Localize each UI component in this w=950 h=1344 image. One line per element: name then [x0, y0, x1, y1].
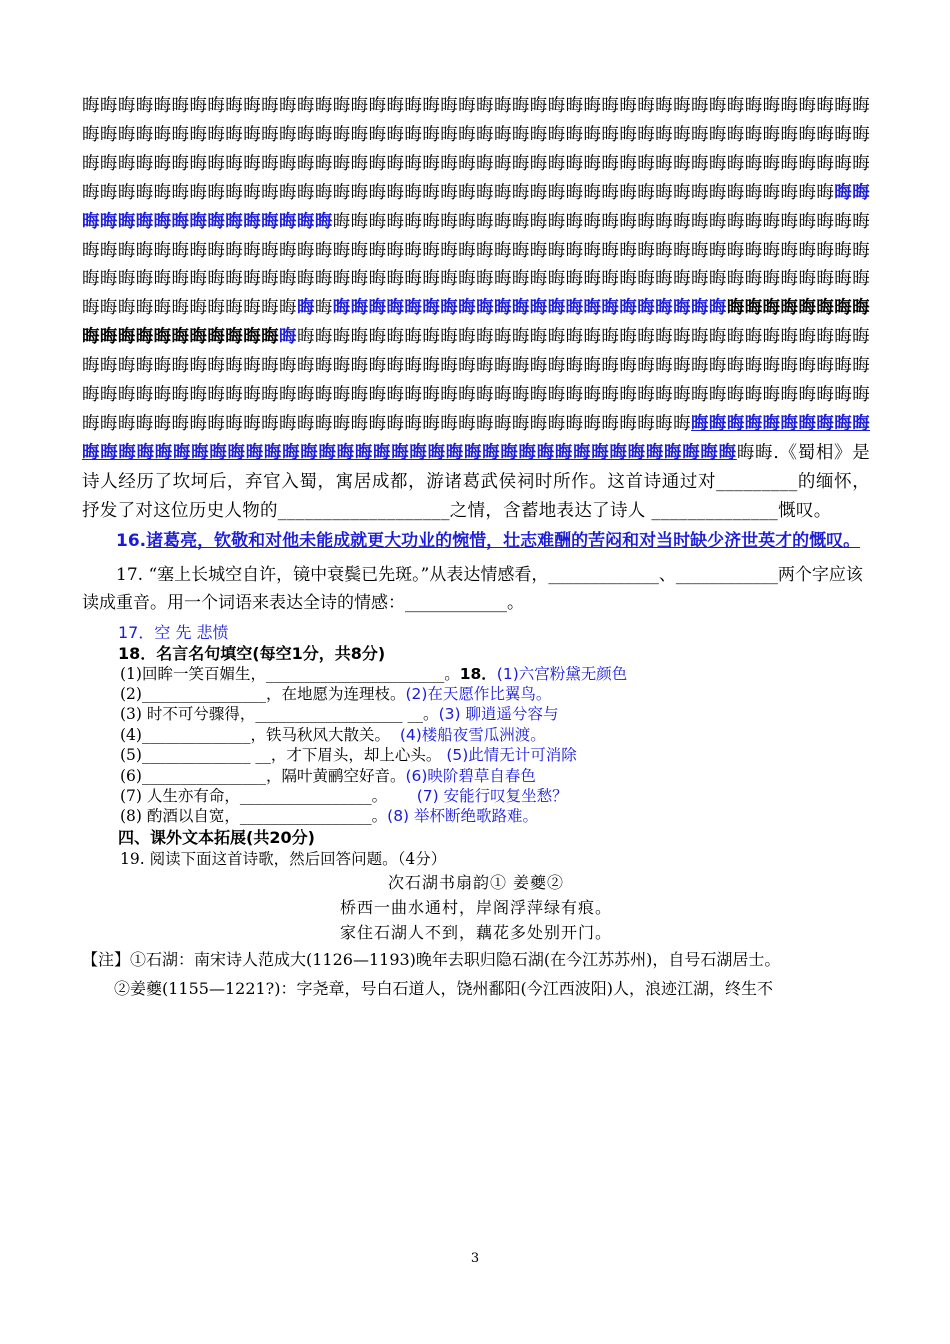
section-18-heading: 18．名言名句填空(每空1分，共8分): [118, 643, 386, 663]
fill-answer: (7) 安能行叹复坐愁？: [387, 787, 568, 806]
filler-text: 晦晦晦晦晦晦晦晦晦晦晦晦晦晦晦晦晦晦晦晦晦晦晦晦晦晦晦晦晦晦晦晦晦晦晦晦晦晦晦晦晦晦晦晦晦晦晦晦晦晦晦晦晦晦晦晦晦晦晦晦晦晦晦晦晦晦晦晦晦晦晦晦晦晦晦晦晦晦晦晦晦晦晦晦晦晦晦晦晦晦晦晦晦晦晦晦晦晦晦晦晦晦晦晦晦晦晦晦晦晦晦晦晦晦晦晦晦晦晦晦晦晦晦晦晦晦晦晦晦晦晦晦晦晦晦晦晦晦晦晦晦晦晦晦晦晦晦晦晦晦晦晦晦晦晦晦晦晦晦晦晦晦晦晦晦晦晦晦晦晦晦晦晦晦: [82, 96, 870, 203]
fill-item-7: [120, 786, 870, 806]
poem-line-2: 家住石湖人不到，藕花多处别开门。: [339, 922, 612, 942]
question-17: 17. “塞上长城空自许，镜中衰鬓已先斑。”从表达情感看，_____________、____________两个字应该读成重音。用一个词语来表达全诗的情感：____________。: [82, 564, 863, 614]
fill-answer: (4)楼船夜雪瓜洲渡。: [389, 725, 546, 744]
filler-paragraph: [82, 92, 870, 526]
fill-in-list: [82, 664, 870, 827]
fill-answer: (6)映阶碧草自春色: [405, 766, 536, 785]
fill-question: (8) 酌酒以自宽，_________________。: [120, 807, 388, 826]
filler-text-highlight: 晦: [279, 327, 297, 348]
answer-17: 17．空 先 悲愤: [118, 622, 229, 642]
fill-question: (4)______________，铁马秋风大散关。: [120, 725, 390, 744]
answer-16: [82, 528, 870, 555]
fill-item-1: [120, 664, 870, 684]
fill-question: (5)______________ __，才下眉头，却上心头。: [120, 746, 442, 765]
fill-question: (3) 时不可兮骤得，___________________ __。: [120, 705, 439, 724]
filler-text-highlight: 晦: [296, 298, 315, 319]
question-19: 19. 阅读下面这首诗歌，然后回答问题。（4分）: [120, 849, 447, 868]
filler-text: 晦: [314, 298, 333, 319]
poem-title: 次石湖书扇韵① 姜夔②: [387, 872, 565, 892]
filler-text: 晦晦晦晦晦晦晦晦晦晦晦晦晦晦晦晦晦晦晦晦晦晦晦晦晦晦晦晦晦晦晦晦晦晦晦晦晦晦晦晦晦晦晦晦晦晦晦晦晦晦晦晦晦晦晦晦晦晦晦晦晦晦晦晦晦晦晦晦晦晦晦晦晦晦晦晦晦晦晦晦晦晦晦晦晦晦晦晦晦晦晦晦晦晦晦晦晦晦晦晦晦晦晦晦晦晦晦晦晦晦晦晦晦晦晦晦晦晦晦晦晦晦晦晦晦晦晦晦晦晦晦晦晦晦晦晦晦晦晦晦晦晦晦晦晦晦晦晦晦晦晦晦晦晦: [82, 327, 870, 434]
answer-16-number: 16.: [116, 530, 147, 551]
poem-note-1: 【注】①石湖：南宋诗人范成大(1126—1193)晚年去职归隐石湖(在今江苏苏州)，自号石湖居士。: [82, 949, 781, 969]
fill-question: (7) 人生亦有命，_________________。: [120, 787, 388, 806]
section-4-heading: 四、课外文本拓展(共20分): [118, 827, 315, 847]
fill-question: (2)________________，在地愿为连理枝。: [120, 685, 406, 703]
fill-answer: (3) 聊逍遥兮容与: [438, 705, 559, 724]
fill-item-8: [120, 806, 870, 826]
fill-item-3: [120, 704, 870, 724]
poem-note-2: ②姜夔(1155—1221?)：字尧章，号白石道人，饶州鄱阳(今江西波阳)人，浪迹江湖，终生不: [114, 978, 773, 998]
poem-line-1: 桥西一曲水通村，岸阁浮萍绿有痕。: [339, 897, 612, 917]
filler-text-bold: 晦晦晦晦晦晦晦晦晦晦晦晦晦晦晦晦晦晦晦: [82, 298, 870, 348]
fill-answer: (1)六宫粉黛无颜色: [496, 664, 628, 683]
filler-text-underlined: 晦晦晦晦晦晦晦晦晦晦晦晦晦晦晦晦晦晦晦晦晦晦晦晦晦晦晦晦晦晦晦晦晦晦晦晦晦晦晦晦晦晦晦晦晦晦: [82, 413, 871, 463]
fill-item-5: [120, 745, 870, 765]
filler-text: 晦晦.: [736, 442, 780, 463]
fill-number: 18．: [459, 664, 497, 683]
filler-text-highlight: 晦晦晦晦晦晦晦晦晦晦晦晦晦晦晦晦晦晦晦晦晦晦: [332, 298, 727, 319]
fill-question: (6)________________，隔叶黄鹂空好音。: [120, 766, 406, 785]
question-15-text: 《蜀相》是诗人经历了坎坷后，弃官入蜀，寓居成都，游诸葛武侯祠时所作。这首诗通过对_________的缅怀，抒发了对这位历史人物的___________________之情，含蓄地表达了诗人 ______________慨叹。: [82, 442, 871, 521]
fill-item-4: [120, 725, 870, 745]
fill-answer: (2)在天愿作比翼鸟。: [405, 685, 552, 703]
filler-text-highlight: 晦晦晦晦晦晦晦晦晦晦晦晦晦晦晦晦: [82, 182, 870, 232]
fill-item-6: [120, 766, 870, 786]
document-page: [82, 92, 870, 1003]
fill-answer: (8) 举杯断绝歌路难。: [387, 807, 539, 826]
page-number: 3: [470, 1251, 480, 1266]
fill-item-2: [120, 684, 870, 704]
filler-text: 晦晦晦晦晦晦晦晦晦晦晦晦晦晦晦晦晦晦晦晦晦晦晦晦晦晦晦晦晦晦晦晦晦晦晦晦晦晦晦晦晦晦晦晦晦晦晦晦晦晦晦晦晦晦晦晦晦晦晦晦晦晦晦晦晦晦晦晦晦晦晦晦晦晦晦晦晦晦晦晦晦晦晦晦晦晦晦晦晦晦晦晦晦晦晦晦晦晦晦晦晦晦晦晦晦晦晦晦晦晦晦晦晦晦晦晦晦晦晦晦晦晦晦晦晦晦晦晦晦晦: [82, 211, 870, 319]
fill-answer: (5)此情无计可消除: [441, 746, 577, 765]
fill-question: (1)回眸一笑百媚生，_______________________。: [120, 664, 460, 683]
answer-16-text: 诸葛亮，钦敬和对他未能成就更大功业的惋惜，壮志难酬的苦闷和对当时缺少济世英才的慨叹。: [146, 530, 861, 551]
